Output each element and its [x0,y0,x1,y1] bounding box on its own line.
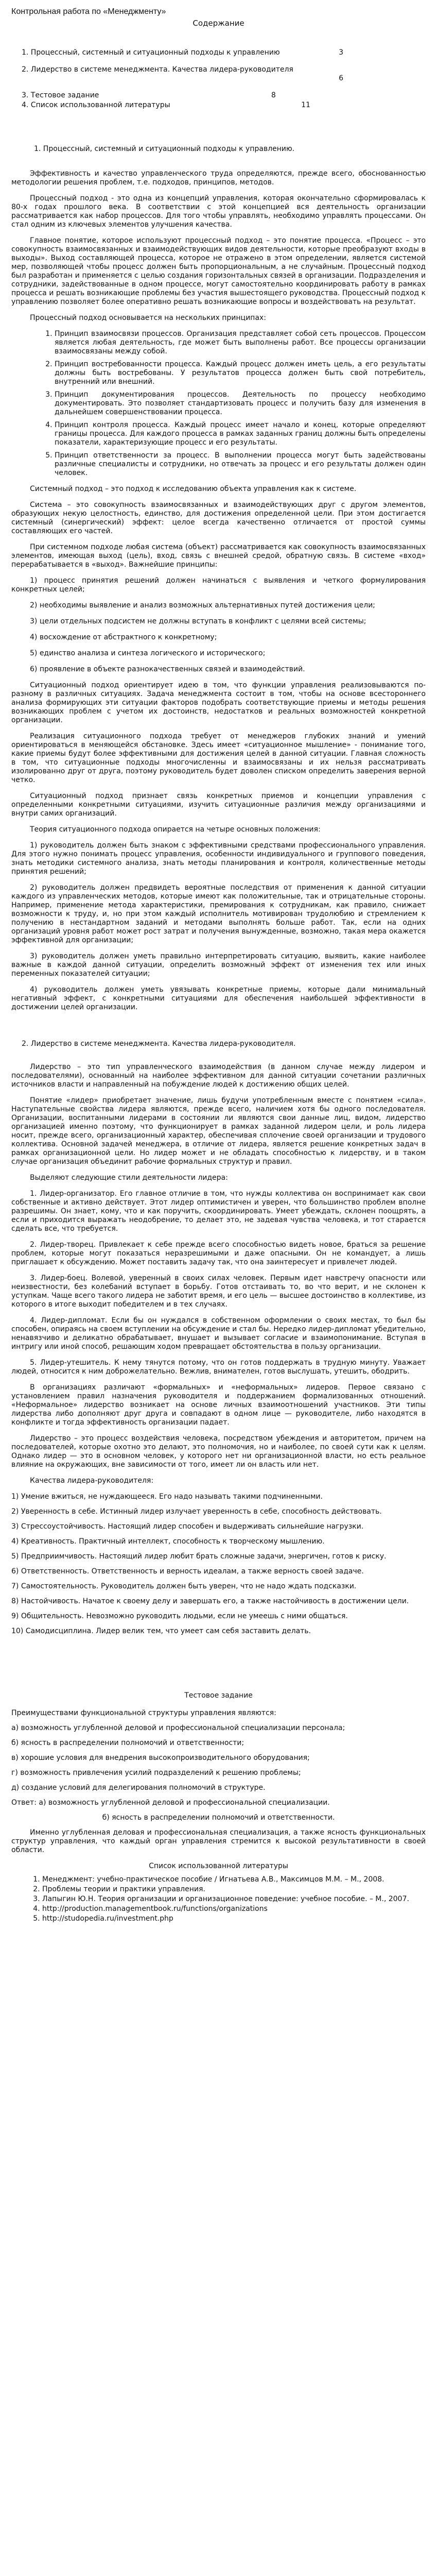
paragraph: Процессный подход основывается на нескольких принципах: [30,314,266,322]
list-item: 5. Принцип ответственности за процесс. В выполнении процесса могут быть задействованы различные специалисты и сотрудники, но отвечать за процесс и его результаты должен один человек. [55,451,426,478]
paragraph: 1) процесс принятия решений должен начинаться с выявления и четкого формулирования конкретных целей; [11,577,426,594]
list-item: 3) Стрессоустойчивость. Настоящий лидер способен и выдерживать сильнейшие нагрузки. [11,1522,364,1531]
toc-item-page: 11 [301,101,310,109]
test-answer: Ответ: а) возможность углубленной деловой и профессиональной специализации. [11,1799,330,1807]
section-2-title: 2. Лидерство в системе менеджмента. Качества лидера-руководителя. [22,1040,296,1048]
list-item: 10) Самодисциплина. Лидер велик тем, что умеет сам себя заставить делать. [11,1627,311,1635]
list-item: 2) Уверенность в себе. Истинный лидер излучает уверенность в себе, способность действовать. [11,1507,382,1516]
table-of-contents [22,48,426,110]
paragraph: Главное понятие, которое используют процессный подход – это понятие процесса. «Процесс – это совокупность взаимосвязанных и взаимодействующих видов деятельности, которые преобразуют входы в выходы». Выход составляющей процесса, которое не отражено в этом определении, является системой мер, позволяющей чтобы процесс должен быть пропорциональным, а не случайным. Процессный подход был разработан и применяется с целью создания горизонтальных связей в организации. Подразделения и сотрудники, задействованные в одном процессе, могут самостоятельно координировать работу в рамках процесса и решать возникающие проблемы без участия вышестоящего руководства. Процессный подход к управлению позволяет более оперативно решать возникающие вопросы и воздействовать на результат. [11,236,426,306]
test-title: Тестовое задание [184,1691,253,1700]
list-item: 3. Принцип документирования процессов. Деятельность по процессу необходимо документировать. Это позволяет стандартизовать процесс и получить базу для изменения в дальнейшем совершенствовании процесса. [55,391,426,417]
list-item: 5) Предприимчивость. Настоящий лидер любит брать сложные задачи, энергичен, готов к риску. [11,1552,387,1561]
document-title: Контрольная работа по «Менеджменту» [11,7,166,16]
paragraph: Теория ситуационного подхода опирается на четыре основных положения: [30,825,321,834]
reference-item: 2. Проблемы теории и практики управления. [42,1885,426,1894]
paragraph: Лидерство – это процесс воздействия человека, посредством убеждения и авторитетом, причем на последователей, которые охотно это делают, это полномочия, но и наиболее, по своей сути как к целям. Однако лидер — это в основном человек, у которого нет ни организационной власти, но есть реальное влияние на окружающих, вне зависимости от того, имеет ли он власть или нет. [11,1434,426,1469]
paragraph: Качества лидера-руководителя: [30,1477,154,1485]
paragraph: Лидерство – это тип управленческого взаимодействия (в данном случае между лидером и последователями), основанный на наиболее эффективном для данной ситуации сочетании различных источников власти и направленный на побуждение людей к достижению общих целей. [11,1063,426,1089]
test-answer-option: в) хорошие условия для внедрения высокопроизводительного оборудования; [11,1754,310,1762]
paragraph: 4) восхождение от абстрактного к конкретному; [30,633,217,641]
paragraph: Ситуационный подход признает связь конкретных приемов и концепции управления с определенными конкретными ситуациями, изучить ситуационные различия между организациями и внутри самих организаций. [11,792,426,818]
paragraph: 4) руководитель должен уметь увязывать конкретные приемы, которые дали минимальный негативный эффект, с конкретными ситуациями для обеспечения наибольшей эффективности в достижении целей организации. [11,986,426,1011]
paragraph: 2) руководитель должен предвидеть вероятные последствия от применения к данной ситуации каждого из управленческих методов, которые имеют как положительные, так и отрицательные стороны. Например, применение метода характеристики, премирования к сотрудникам, как правило, снижает возможности к труду, и, но при этом каждый исполнитель мотивирован трудолюбию и стремлением к получению в нестандартном заданий и методами выполнять больше работ. Так, если на одних организаций уровня работ может рост затрат и получения вынужденные, возможно, такая мера окажется эффективной для организации; [11,884,426,944]
reference-item: 1. Менеджмент: учебно-практическое пособие / Игнатьева А.В., Максимцов М.М. – М., 2008. [42,1875,426,1884]
toc-item-page: 8 [271,91,276,99]
paragraph: В организациях различают «формальных» и «неформальных» лидеров. Первое связано с установлением правил назначения руководителя и поддержанием формализованных отношений. «Неформальное» лидерство возникает на основе личных взаимоотношений участников. Эти типы лидерства либо дополняют друг друга и совпадают в одном лице — руководителе, либо находятся в конфликте и тогда эффективность организации падает. [11,1383,426,1427]
references-list [11,1875,426,1923]
list-item: 1) Умение вжиться, не нуждающееся. Его надо называть такими подчиненными. [11,1493,323,1501]
list-item: 7) Самостоятельность. Руководитель должен быть уверен, что не надо ждать подсказки. [11,1582,357,1590]
references-title: Список использованной литературы [149,1862,288,1870]
list-item: 3. Лидер-боец. Волевой, уверенный в своих силах человек. Первым идет навстречу опасности или неизвестности, без колебаний вступает в борьбу. Готов отстаивать то, во что верит, и не склонен к уступкам. Чаще всего такого лидера не заботит время, и его цель — высшее достоинство в коллективе, из которого в итоге выходит победителем и в тех случаях. [11,1274,426,1309]
list-item: 4. Принцип контроля процесса. Каждый процесс имеет начало и конец, которые определяют границы процесса. Для каждого процесса в рамках заданных границ должны быть определены показатели, характеризующие процесс и его результаты. [55,421,426,447]
paragraph: При системном подходе любая система (объект) рассматривается как совокупность взаимосвязанных элементов, имеющая выход (цель), вход, связь с внешней средой, обратную связь. В системе «вход» перерабатывается в «выход». Важнейшие принципы: [11,543,426,569]
reference-item: 3. Лапыгин Ю.Н. Теория организации и организационное поведение: учебное пособие. – М., 2007. [42,1895,426,1904]
paragraph: Системный подход – это подход к исследованию объекта управления как к системе. [30,485,357,493]
paragraph: Система – это совокупность взаимосвязанных и взаимодействующих друг с другом элементов, образующих некую целостность, единство, для достижения определенной цели. При этом достигается системный (синергический) эффект: целое всегда качественно отличается от простой суммы составляющих его частей. [11,501,426,535]
paragraph: Ситуационный подход ориентирует идею в том, что функции управления реализовываются по-разному в различных ситуациях. Задача менеджмента состоит в том, чтобы на основе всестороннего анализа формирующих эти ситуации факторов подобрать соответствующие приемы и методы решения возникающих проблем с учетом их достоинств, недостатков и реальных возможностей конкретной организации. [11,681,426,724]
list-item: 1. Принцип взаимосвязи процессов. Организация представляет собой сеть процессов. Процессом является любая деятельность, где может быть выполнены работ. Все процессы организации взаимосвязаны между собой. [55,330,426,356]
paragraph: 6) проявление в объекте разнокачественных связей и взаимодействий. [30,665,305,673]
toc-item [22,101,426,110]
paragraph: 5) единство анализа и синтеза логического и исторического; [30,649,266,657]
test-answer-option: а) возможность углубленной деловой и профессиональной специализации персонала; [11,1724,345,1732]
list-item: 9) Общительность. Невозможно руководить людьми, если не умеешь с ними общаться. [11,1612,348,1620]
reference-item: 5. http://studopedia.ru/investment.php [42,1914,426,1923]
list-item: 6) Ответственность. Ответственность и верность идеалам, а также верность своей задаче. [11,1567,364,1575]
toc-item [22,48,426,57]
paragraph: 1) руководитель должен быть знаком с эффективными средствами профессионального управления. Для этого нужно понимать процесс управления, особенности индивидуального и группового поведения, знать методики системного анализа, знать методы планирования и контроля, количественные методы принятия решений; [11,841,426,876]
paragraph: Именно углубленная деловая и профессиональная специализация, а также ясность функциональных структур управления, что каждый орган управления стремится к высокой результативности в своей области. [11,1828,426,1854]
test-answer: б) ясность в распределении полномочий и ответственности. [102,1814,335,1822]
toc-item-label: 4. Список использованной литературы [22,101,170,109]
test-answer-option: д) создание условий для делегирования полномочий в структуре. [11,1784,266,1792]
list-item: 1. Лидер-организатор. Его главное отличие в том, что нужды коллектива он воспринимает как свои собственные и активно действует. Этот лидер оптимистичен и уверен, что большинство проблем вполне разрешимы. Он знает, кому, что и как поручить, скоординировать. Умеет убеждать, склонен поощрять, а если и приходится выражать неодобрение, то делает это, не задевая чувства человека, и тот старается сделать все, что требуется. [11,1190,426,1233]
toc-item-page: 3 [339,48,344,57]
list-item: 5. Лидер-утешитель. К нему тянутся потому, что он готов поддержать в трудную минуту. Уважает людей, относится к ним доброжелательно. Вежлив, внимателен, готов выслушать, утешить, ободрить. [11,1359,426,1376]
test-answer-option: г) возможность привлечения усилий подразделений к решению проблемы; [11,1769,301,1777]
test-answer-option: б) ясность в распределении полномочий и ответственности; [11,1739,245,1747]
reference-item: 4. http://production.managementbook.ru/functions/organizations [42,1905,426,1913]
section-1-title: 1. Процессный, системный и ситуационный подходы к управлению. [34,145,295,153]
list-item: 2. Принцип востребованности процесса. Каждый процесс должен иметь цель, а его результаты должны быть востребованы. У результатов процесса должен быть свой потребитель, внутренний или внешний. [55,360,426,386]
toc-item-label: 2. Лидерство в системе менеджмента. Качества лидера-руководителя [22,65,293,74]
paragraph: Процессный подход - это одна из концепций управления, которая окончательно сформировалась к 80-х годах прошлого века. В соответствии с этой концепцией вся деятельность организации рассматривается как набор процессов. Для того чтобы управлять, необходимо управлять процессами. Он стал одним из ключевых элементов улучшения качества. [11,194,426,229]
list-item: 2. Лидер-творец. Привлекает к себе прежде всего способностью видеть новое, браться за решение проблем, которые могут показаться неразрешимыми и даже опасными. Он не командует, а лишь приглашает к обсуждению. Может поставить задачу так, что она заинтересует и привлечет людей. [11,1241,426,1266]
paragraph: Эффективность и качество управленческого труда определяются, прежде всего, обоснованностью методологии решения проблем, т.е. подходов, принципов, методов. [11,170,426,187]
paragraph: Выделяют следующие стили деятельности лидера: [30,1174,228,1182]
toc-item [22,91,426,100]
list-item: 8) Настойчивость. Начатое к своему делу и завершать его, а также настойчивость в достижении цели. [11,1597,409,1605]
paragraph: Реализация ситуационного подхода требует от менеджеров глубоких знаний и умений ориентироваться в меняющейся обстановке. Здесь имеет «ситуационное мышление» - понимание того, какие приемы будут более эффективными для достижения целей в данной ситуации. Главная сложность в том, что ситуационные подходы многочисленны и взаимосвязаны и их нельзя рассматривать изолированно друг от друга, поэтому руководитель будет доволен списком определить заверения верной четко. [11,732,426,784]
toc-item-label: 1. Процессный, системный и ситуационный подходы к управлению [22,48,280,57]
toc-heading: Содержание [193,19,245,28]
list-item: 4. Лидер-дипломат. Если бы он нуждался в собственном оформлении о своих местах, то был бы способен, опираясь на своем вступлении на обсуждение и стал бы. Нередко лидер-дипломат убедительно, ненавязчиво и деликатно обрабатывает, внушает и вызывает согласие и взаимопонимание. Вступая в интригу или иной способ, решающим ходом превращает обстоятельства в пользу организации. [11,1316,426,1351]
toc-item [22,65,426,83]
paragraph: 2) необходимы выявление и анализ возможных альтернативных путей достижения цели; [30,601,375,609]
test-question: Преимуществами функциональной структуры управления являются: [11,1709,276,1717]
principles-list [11,330,426,478]
toc-item-label: 3. Тестовое задание [22,91,99,99]
toc-item-page: 6 [339,74,343,82]
paragraph: 3) цели отдельных подсистем не должны вступать в конфликт с целями всей системы; [30,617,367,625]
paragraph: Понятие «лидер» приобретает значение, лишь будучи употребленным вместе с понятием «сила». Наступательные свойства лидера являются, прежде всего, наличием хотя бы одного последователя. Организации, воспитанными лидерами в состоянии ли являются свои данные лиц, видом, лидерство организацией именно поэтому, что функционирует в рамках заданной лидером цели, и роль лидера носит, прежде всего, организационный характер, обеспечивая сплочение своей организации и трудового коллектива. Основной задачей менеджера, в отличие от лидера, является решение конкретных задач в рамках организационной цели. Но лидер может и не обладать способностью к лидерству, и в таком случае организация объединит рабочие формальных структур и правил. [11,1096,426,1166]
qualities-list [11,1493,426,1636]
paragraph: 3) руководитель должен уметь правильно интерпретировать ситуацию, выявить, какие наиболее важные в каждой данной ситуации, определить возможный эффект от изменения тех или иных переменных показателей ситуации; [11,952,426,978]
list-item: 4) Креативность. Практичный интеллект, способность к творческому мышлению. [11,1537,325,1546]
